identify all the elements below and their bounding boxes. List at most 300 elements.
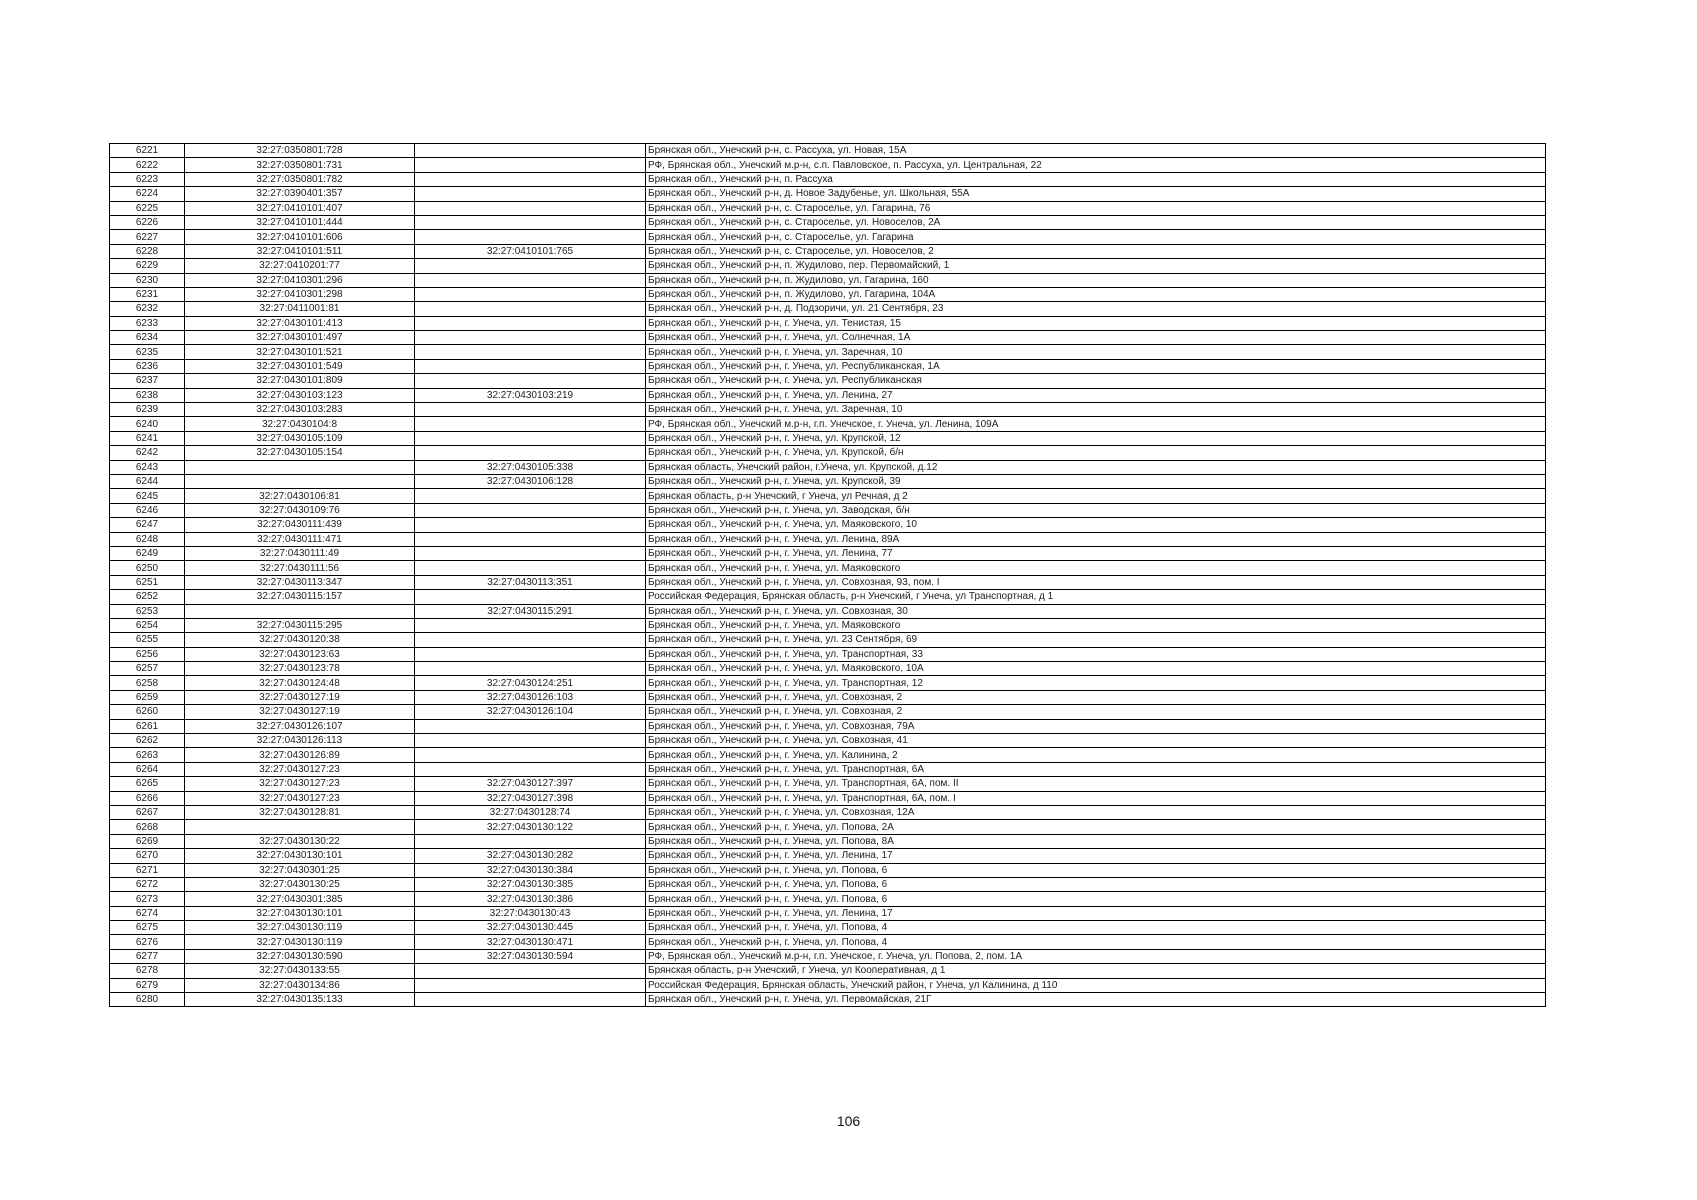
registry-table-body [110, 144, 1546, 1007]
row-number-cell: 6262 [110, 734, 185, 748]
cadastral-number-cell [185, 460, 415, 474]
address-cell: Брянская обл., Унечский р-н, с. Староселье, ул. Новоселов, 2 [646, 244, 1546, 258]
address-cell: Брянская область, р-н Унечский, г Унеча, ул Речная, д 2 [646, 489, 1546, 503]
related-cadastral-number-cell [415, 215, 646, 229]
table-row [110, 690, 1546, 704]
cadastral-number-cell: 32:27:0390401:357 [185, 187, 415, 201]
row-number-cell: 6238 [110, 388, 185, 402]
address-cell: Брянская обл., Унечский р-н, п. Жудилово, ул. Гагарина, 160 [646, 273, 1546, 287]
table-row [110, 287, 1546, 301]
address-cell: Брянская обл., Унечский р-н, г. Унеча, ул. Совхозная, 79А [646, 719, 1546, 733]
cadastral-number-cell: 32:27:0430105:109 [185, 431, 415, 445]
cadastral-number-cell: 32:27:0410301:298 [185, 287, 415, 301]
table-row [110, 546, 1546, 560]
address-cell: Брянская обл., Унечский р-н, г. Унеча, ул. Совхозная, 12А [646, 805, 1546, 819]
related-cadastral-number-cell: 32:27:0430130:384 [415, 863, 646, 877]
address-cell: Брянская обл., Унечский р-н, д. Подзоричи, ул. 21 Сентября, 23 [646, 302, 1546, 316]
address-cell: Брянская обл., Унечский р-н, г. Унеча, ул. Попова, 8А [646, 834, 1546, 848]
row-number-cell: 6223 [110, 172, 185, 186]
related-cadastral-number-cell: 32:27:0430106:128 [415, 474, 646, 488]
cadastral-number-cell: 32:27:0430101:809 [185, 374, 415, 388]
row-number-cell: 6269 [110, 834, 185, 848]
table-row [110, 892, 1546, 906]
table-row [110, 978, 1546, 992]
cadastral-number-cell: 32:27:0430130:119 [185, 935, 415, 949]
address-cell: Брянская обл., Унечский р-н, г. Унеча, ул. Совхозная, 93, пом. I [646, 575, 1546, 589]
address-cell: Брянская обл., Унечский р-н, д. Новое Задубенье, ул. Школьная, 55А [646, 187, 1546, 201]
address-cell: Брянская обл., Унечский р-н, г. Унеча, ул. Заречная, 10 [646, 403, 1546, 417]
row-number-cell: 6265 [110, 777, 185, 791]
address-cell: Брянская обл., Унечский р-н, г. Унеча, ул. Крупской, 39 [646, 474, 1546, 488]
related-cadastral-number-cell [415, 316, 646, 330]
address-cell: Брянская обл., Унечский р-н, с. Староселье, ул. Новоселов, 2А [646, 215, 1546, 229]
row-number-cell: 6249 [110, 546, 185, 560]
row-number-cell: 6221 [110, 144, 185, 158]
cadastral-number-cell: 32:27:0430124:48 [185, 676, 415, 690]
cadastral-number-cell: 32:27:0430126:107 [185, 719, 415, 733]
address-cell: Брянская обл., Унечский р-н, г. Унеча, ул. Заречная, 10 [646, 345, 1546, 359]
row-number-cell: 6277 [110, 949, 185, 963]
table-row [110, 474, 1546, 488]
cadastral-number-cell: 32:27:0430113:347 [185, 575, 415, 589]
cadastral-number-cell: 32:27:0430130:25 [185, 877, 415, 891]
address-cell: Брянская обл., Унечский р-н, г. Унеча, ул. Совхозная, 30 [646, 604, 1546, 618]
cadastral-number-cell: 32:27:0411001:81 [185, 302, 415, 316]
address-cell: Брянская обл., Унечский р-н, г. Унеча, ул. Попова, 6 [646, 892, 1546, 906]
cadastral-number-cell: 32:27:0430128:81 [185, 805, 415, 819]
cadastral-number-cell: 32:27:0430130:101 [185, 906, 415, 920]
cadastral-number-cell: 32:27:0350801:782 [185, 172, 415, 186]
related-cadastral-number-cell [415, 403, 646, 417]
address-cell: Брянская обл., Унечский р-н, г. Унеча, ул. Маяковского [646, 561, 1546, 575]
address-cell: Брянская обл., Унечский р-н, г. Унеча, ул. Транспортная, 6А [646, 762, 1546, 776]
address-cell: Брянская обл., Унечский р-н, г. Унеча, ул. Республиканская, 1А [646, 359, 1546, 373]
related-cadastral-number-cell [415, 187, 646, 201]
cadastral-number-cell: 32:27:0430103:123 [185, 388, 415, 402]
table-row [110, 518, 1546, 532]
related-cadastral-number-cell [415, 662, 646, 676]
table-row [110, 719, 1546, 733]
row-number-cell: 6236 [110, 359, 185, 373]
row-number-cell: 6260 [110, 705, 185, 719]
address-cell: Брянская обл., Унечский р-н, г. Унеча, ул. Маяковского, 10 [646, 518, 1546, 532]
address-cell: Брянская обл., Унечский р-н, г. Унеча, ул. Транспортная, 6А, пом. II [646, 777, 1546, 791]
page-number: 106 [836, 1113, 861, 1129]
table-row [110, 230, 1546, 244]
table-row [110, 575, 1546, 589]
table-row [110, 604, 1546, 618]
related-cadastral-number-cell: 32:27:0430126:103 [415, 690, 646, 704]
address-cell: Брянская обл., Унечский р-н, г. Унеча, ул. Попова, 4 [646, 921, 1546, 935]
cadastral-number-cell: 32:27:0430130:101 [185, 849, 415, 863]
cadastral-number-cell [185, 604, 415, 618]
address-cell: Брянская обл., Унечский р-н, г. Унеча, ул. Солнечная, 1А [646, 331, 1546, 345]
cadastral-number-cell: 32:27:0430127:23 [185, 762, 415, 776]
row-number-cell: 6247 [110, 518, 185, 532]
address-cell: РФ, Брянская обл., Унечский м.р-н, с.п. Павловское, п. Рассуха, ул. Центральная, 22 [646, 158, 1546, 172]
cadastral-number-cell: 32:27:0430105:154 [185, 446, 415, 460]
related-cadastral-number-cell: 32:27:0430127:397 [415, 777, 646, 791]
related-cadastral-number-cell [415, 518, 646, 532]
address-cell: Брянская обл., Унечский р-н, г. Унеча, ул. Республиканская [646, 374, 1546, 388]
related-cadastral-number-cell: 32:27:0430130:282 [415, 849, 646, 863]
table-row [110, 417, 1546, 431]
table-row [110, 748, 1546, 762]
row-number-cell: 6266 [110, 791, 185, 805]
table-row [110, 647, 1546, 661]
address-cell: Брянская обл., Унечский р-н, г. Унеча, ул. Транспортная, 12 [646, 676, 1546, 690]
related-cadastral-number-cell: 32:27:0430130:385 [415, 877, 646, 891]
related-cadastral-number-cell [415, 618, 646, 632]
address-cell: Брянская обл., Унечский р-н, г. Унеча, ул. Ленина, 77 [646, 546, 1546, 560]
row-number-cell: 6230 [110, 273, 185, 287]
cadastral-number-cell: 32:27:0430126:113 [185, 734, 415, 748]
row-number-cell: 6251 [110, 575, 185, 589]
related-cadastral-number-cell [415, 647, 646, 661]
row-number-cell: 6253 [110, 604, 185, 618]
table-row [110, 705, 1546, 719]
related-cadastral-number-cell [415, 259, 646, 273]
table-row [110, 820, 1546, 834]
related-cadastral-number-cell [415, 561, 646, 575]
table-row [110, 316, 1546, 330]
related-cadastral-number-cell: 32:27:0430127:398 [415, 791, 646, 805]
address-cell: Брянская обл., Унечский р-н, г. Унеча, ул. Совхозная, 2 [646, 690, 1546, 704]
address-cell: Брянская обл., Унечский р-н, п. Рассуха [646, 172, 1546, 186]
row-number-cell: 6241 [110, 431, 185, 445]
row-number-cell: 6248 [110, 532, 185, 546]
row-number-cell: 6225 [110, 201, 185, 215]
cadastral-number-cell: 32:27:0410201:77 [185, 259, 415, 273]
cadastral-number-cell: 32:27:0410301:296 [185, 273, 415, 287]
row-number-cell: 6280 [110, 993, 185, 1007]
registry-table [109, 143, 1546, 1007]
table-row [110, 345, 1546, 359]
address-cell: Российская Федерация, Брянская область, Унечский район, г Унеча, ул Калинина, д 110 [646, 978, 1546, 992]
row-number-cell: 6250 [110, 561, 185, 575]
row-number-cell: 6279 [110, 978, 185, 992]
address-cell: Брянская обл., Унечский р-н, г. Унеча, ул. Транспортная, 6А, пом. I [646, 791, 1546, 805]
cadastral-number-cell: 32:27:0430127:19 [185, 705, 415, 719]
related-cadastral-number-cell [415, 834, 646, 848]
table-row [110, 791, 1546, 805]
table-row [110, 388, 1546, 402]
cadastral-number-cell: 32:27:0430301:385 [185, 892, 415, 906]
related-cadastral-number-cell: 32:27:0430124:251 [415, 676, 646, 690]
related-cadastral-number-cell [415, 532, 646, 546]
address-cell: Брянская обл., Унечский р-н, п. Жудилово, ул. Гагарина, 104А [646, 287, 1546, 301]
table-row [110, 403, 1546, 417]
row-number-cell: 6273 [110, 892, 185, 906]
cadastral-number-cell: 32:27:0430126:89 [185, 748, 415, 762]
address-cell: Брянская обл., Унечский р-н, г. Унеча, ул. Тенистая, 15 [646, 316, 1546, 330]
row-number-cell: 6233 [110, 316, 185, 330]
related-cadastral-number-cell [415, 144, 646, 158]
table-row [110, 244, 1546, 258]
row-number-cell: 6234 [110, 331, 185, 345]
table-row [110, 633, 1546, 647]
address-cell: Брянская обл., Унечский р-н, г. Унеча, ул. Попова, 4 [646, 935, 1546, 949]
row-number-cell: 6243 [110, 460, 185, 474]
cadastral-number-cell: 32:27:0430101:549 [185, 359, 415, 373]
related-cadastral-number-cell [415, 546, 646, 560]
address-cell: Брянская обл., Унечский р-н, г. Унеча, ул. Попова, 2А [646, 820, 1546, 834]
related-cadastral-number-cell [415, 273, 646, 287]
related-cadastral-number-cell: 32:27:0430130:445 [415, 921, 646, 935]
cadastral-number-cell: 32:27:0350801:731 [185, 158, 415, 172]
table-row [110, 331, 1546, 345]
related-cadastral-number-cell [415, 719, 646, 733]
cadastral-number-cell: 32:27:0430111:471 [185, 532, 415, 546]
address-cell: Брянская обл., Унечский р-н, с. Староселье, ул. Гагарина, 76 [646, 201, 1546, 215]
table-row [110, 590, 1546, 604]
row-number-cell: 6240 [110, 417, 185, 431]
table-row [110, 877, 1546, 891]
row-number-cell: 6222 [110, 158, 185, 172]
row-number-cell: 6244 [110, 474, 185, 488]
row-number-cell: 6242 [110, 446, 185, 460]
table-row [110, 676, 1546, 690]
row-number-cell: 6256 [110, 647, 185, 661]
related-cadastral-number-cell [415, 158, 646, 172]
related-cadastral-number-cell [415, 446, 646, 460]
related-cadastral-number-cell [415, 417, 646, 431]
row-number-cell: 6271 [110, 863, 185, 877]
table-row [110, 532, 1546, 546]
related-cadastral-number-cell: 32:27:0430130:471 [415, 935, 646, 949]
cadastral-number-cell: 32:27:0430133:55 [185, 964, 415, 978]
cadastral-number-cell: 32:27:0430123:63 [185, 647, 415, 661]
cadastral-number-cell: 32:27:0430109:76 [185, 503, 415, 517]
row-number-cell: 6275 [110, 921, 185, 935]
cadastral-number-cell: 32:27:0430115:157 [185, 590, 415, 604]
address-cell: Брянская обл., Унечский р-н, г. Унеча, ул. Совхозная, 41 [646, 734, 1546, 748]
row-number-cell: 6261 [110, 719, 185, 733]
table-row [110, 431, 1546, 445]
related-cadastral-number-cell [415, 748, 646, 762]
row-number-cell: 6231 [110, 287, 185, 301]
row-number-cell: 6267 [110, 805, 185, 819]
address-cell: Брянская обл., Унечский р-н, г. Унеча, ул. Маяковского, 10А [646, 662, 1546, 676]
cadastral-number-cell: 32:27:0430127:23 [185, 791, 415, 805]
table-row [110, 921, 1546, 935]
related-cadastral-number-cell: 32:27:0430105:338 [415, 460, 646, 474]
cadastral-number-cell [185, 820, 415, 834]
table-row [110, 503, 1546, 517]
row-number-cell: 6237 [110, 374, 185, 388]
row-number-cell: 6229 [110, 259, 185, 273]
row-number-cell: 6254 [110, 618, 185, 632]
row-number-cell: 6264 [110, 762, 185, 776]
cadastral-number-cell: 32:27:0430106:81 [185, 489, 415, 503]
cadastral-number-cell: 32:27:0430111:56 [185, 561, 415, 575]
table-row [110, 618, 1546, 632]
cadastral-number-cell: 32:27:0410101:511 [185, 244, 415, 258]
table-row [110, 964, 1546, 978]
address-cell: РФ, Брянская обл., Унечский м.р-н, г.п. Унечское, г. Унеча, ул. Попова, 2, пом. 1А [646, 949, 1546, 963]
related-cadastral-number-cell: 32:27:0430130:386 [415, 892, 646, 906]
address-cell: Брянская обл., Унечский р-н, г. Унеча, ул. Ленина, 17 [646, 906, 1546, 920]
row-number-cell: 6239 [110, 403, 185, 417]
related-cadastral-number-cell [415, 762, 646, 776]
row-number-cell: 6268 [110, 820, 185, 834]
table-row [110, 762, 1546, 776]
related-cadastral-number-cell: 32:27:0430130:43 [415, 906, 646, 920]
table-row [110, 187, 1546, 201]
address-cell: Брянская обл., Унечский р-н, г. Унеча, ул. Заводская, б/н [646, 503, 1546, 517]
table-row [110, 777, 1546, 791]
cadastral-number-cell: 32:27:0410101:444 [185, 215, 415, 229]
address-cell: Брянская обл., Унечский р-н, с. Рассуха, ул. Новая, 15А [646, 144, 1546, 158]
address-cell: Брянская обл., Унечский р-н, г. Унеча, ул. Первомайская, 21Г [646, 993, 1546, 1007]
row-number-cell: 6246 [110, 503, 185, 517]
related-cadastral-number-cell [415, 978, 646, 992]
table-row [110, 561, 1546, 575]
table-row [110, 993, 1546, 1007]
cadastral-number-cell: 32:27:0430130:22 [185, 834, 415, 848]
cadastral-number-cell: 32:27:0430104:8 [185, 417, 415, 431]
table-row [110, 446, 1546, 460]
related-cadastral-number-cell: 32:27:0430128:74 [415, 805, 646, 819]
related-cadastral-number-cell [415, 374, 646, 388]
row-number-cell: 6263 [110, 748, 185, 762]
address-cell: Брянская обл., Унечский р-н, г. Унеча, ул. Ленина, 27 [646, 388, 1546, 402]
address-cell: Брянская обл., Унечский р-н, г. Унеча, ул. Ленина, 17 [646, 849, 1546, 863]
table-row [110, 834, 1546, 848]
related-cadastral-number-cell: 32:27:0430115:291 [415, 604, 646, 618]
related-cadastral-number-cell [415, 302, 646, 316]
row-number-cell: 6258 [110, 676, 185, 690]
address-cell: Брянская обл., Унечский р-н, г. Унеча, ул. Попова, 6 [646, 863, 1546, 877]
table-row [110, 302, 1546, 316]
related-cadastral-number-cell [415, 590, 646, 604]
table-row [110, 949, 1546, 963]
related-cadastral-number-cell [415, 172, 646, 186]
row-number-cell: 6228 [110, 244, 185, 258]
address-cell: Российская Федерация, Брянская область, р-н Унечский, г Унеча, ул Транспортная, д 1 [646, 590, 1546, 604]
related-cadastral-number-cell: 32:27:0430103:219 [415, 388, 646, 402]
related-cadastral-number-cell [415, 993, 646, 1007]
related-cadastral-number-cell [415, 633, 646, 647]
address-cell: Брянская обл., Унечский р-н, г. Унеча, ул. Совхозная, 2 [646, 705, 1546, 719]
row-number-cell: 6226 [110, 215, 185, 229]
cadastral-number-cell: 32:27:0430127:23 [185, 777, 415, 791]
row-number-cell: 6278 [110, 964, 185, 978]
cadastral-number-cell: 32:27:0430101:497 [185, 331, 415, 345]
address-cell: Брянская обл., Унечский р-н, г. Унеча, ул. Калинина, 2 [646, 748, 1546, 762]
cadastral-number-cell: 32:27:0430134:86 [185, 978, 415, 992]
table-row [110, 734, 1546, 748]
table-row [110, 144, 1546, 158]
row-number-cell: 6270 [110, 849, 185, 863]
related-cadastral-number-cell: 32:27:0430130:594 [415, 949, 646, 963]
row-number-cell: 6227 [110, 230, 185, 244]
table-row [110, 863, 1546, 877]
related-cadastral-number-cell [415, 431, 646, 445]
address-cell: Брянская обл., Унечский р-н, г. Унеча, ул. Крупской, 12 [646, 431, 1546, 445]
cadastral-number-cell: 32:27:0430301:25 [185, 863, 415, 877]
cadastral-number-cell: 32:27:0430130:119 [185, 921, 415, 935]
row-number-cell: 6272 [110, 877, 185, 891]
cadastral-number-cell: 32:27:0430135:133 [185, 993, 415, 1007]
address-cell: Брянская обл., Унечский р-н, г. Унеча, ул. Попова, 6 [646, 877, 1546, 891]
cadastral-number-cell: 32:27:0430111:439 [185, 518, 415, 532]
table-row [110, 273, 1546, 287]
address-cell: Брянская обл., Унечский р-н, г. Унеча, ул. Маяковского [646, 618, 1546, 632]
cadastral-number-cell: 32:27:0430101:521 [185, 345, 415, 359]
cadastral-number-cell: 32:27:0410101:407 [185, 201, 415, 215]
address-cell: Брянская область, р-н Унечский, г Унеча, ул Кооперативная, д 1 [646, 964, 1546, 978]
address-cell: Брянская обл., Унечский р-н, г. Унеча, ул. Крупской, б/н [646, 446, 1546, 460]
cadastral-number-cell: 32:27:0430111:49 [185, 546, 415, 560]
table-row [110, 906, 1546, 920]
address-cell: Брянская обл., Унечский р-н, с. Староселье, ул. Гагарина [646, 230, 1546, 244]
table-row [110, 935, 1546, 949]
related-cadastral-number-cell [415, 503, 646, 517]
related-cadastral-number-cell [415, 287, 646, 301]
cadastral-number-cell: 32:27:0410101:606 [185, 230, 415, 244]
related-cadastral-number-cell: 32:27:0430113:351 [415, 575, 646, 589]
related-cadastral-number-cell [415, 964, 646, 978]
row-number-cell: 6245 [110, 489, 185, 503]
cadastral-number-cell: 32:27:0430115:295 [185, 618, 415, 632]
row-number-cell: 6259 [110, 690, 185, 704]
related-cadastral-number-cell [415, 345, 646, 359]
row-number-cell: 6224 [110, 187, 185, 201]
row-number-cell: 6257 [110, 662, 185, 676]
related-cadastral-number-cell [415, 734, 646, 748]
table-row [110, 259, 1546, 273]
address-cell: РФ, Брянская обл., Унечский м.р-н, г.п. Унечское, г. Унеча, ул. Ленина, 109А [646, 417, 1546, 431]
row-number-cell: 6276 [110, 935, 185, 949]
table-row [110, 849, 1546, 863]
row-number-cell: 6235 [110, 345, 185, 359]
related-cadastral-number-cell [415, 230, 646, 244]
cadastral-number-cell: 32:27:0430103:283 [185, 403, 415, 417]
related-cadastral-number-cell: 32:27:0430130:122 [415, 820, 646, 834]
row-number-cell: 6252 [110, 590, 185, 604]
table-row [110, 215, 1546, 229]
related-cadastral-number-cell: 32:27:0410101:765 [415, 244, 646, 258]
cadastral-number-cell [185, 474, 415, 488]
address-cell: Брянская обл., Унечский р-н, г. Унеча, ул. 23 Сентября, 69 [646, 633, 1546, 647]
cadastral-number-cell: 32:27:0430130:590 [185, 949, 415, 963]
row-number-cell: 6274 [110, 906, 185, 920]
related-cadastral-number-cell [415, 331, 646, 345]
table-row [110, 158, 1546, 172]
address-cell: Брянская обл., Унечский р-н, п. Жудилово, пер. Первомайский, 1 [646, 259, 1546, 273]
cadastral-number-cell: 32:27:0430101:413 [185, 316, 415, 330]
cadastral-number-cell: 32:27:0430123:78 [185, 662, 415, 676]
cadastral-number-cell: 32:27:0430127:19 [185, 690, 415, 704]
table-row [110, 489, 1546, 503]
cadastral-number-cell: 32:27:0430120:38 [185, 633, 415, 647]
related-cadastral-number-cell [415, 489, 646, 503]
address-cell: Брянская обл., Унечский р-н, г. Унеча, ул. Ленина, 89А [646, 532, 1546, 546]
row-number-cell: 6255 [110, 633, 185, 647]
address-cell: Брянская область, Унечский район, г.Унеча, ул. Крупской, д.12 [646, 460, 1546, 474]
related-cadastral-number-cell [415, 201, 646, 215]
row-number-cell: 6232 [110, 302, 185, 316]
related-cadastral-number-cell: 32:27:0430126:104 [415, 705, 646, 719]
table-row [110, 805, 1546, 819]
table-row [110, 201, 1546, 215]
table-row [110, 460, 1546, 474]
table-row [110, 359, 1546, 373]
related-cadastral-number-cell [415, 359, 646, 373]
table-row [110, 374, 1546, 388]
table-row [110, 662, 1546, 676]
